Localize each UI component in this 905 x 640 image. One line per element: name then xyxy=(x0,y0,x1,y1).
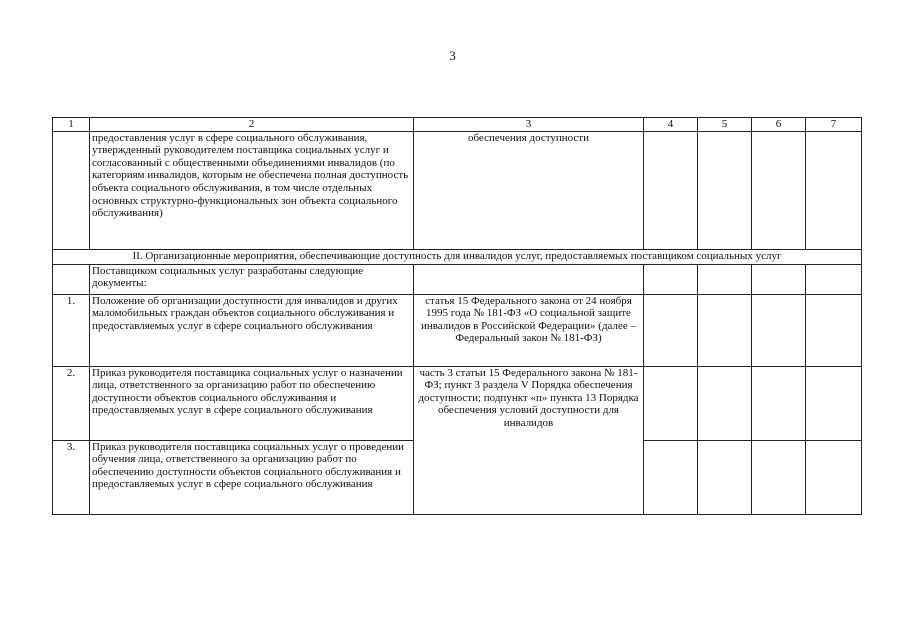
column-header: 3 xyxy=(414,118,644,132)
legal-basis: статья 15 Федерального закона от 24 ноября 1995 года № 181-ФЗ «О социальной защите инвалидов в Российской Федерации» (далее – Федеральный закон № 181-ФЗ) xyxy=(414,294,644,366)
table-row xyxy=(53,366,862,440)
page-number: 3 xyxy=(449,48,456,63)
measures-table xyxy=(52,117,862,515)
measure-name: Приказ руководителя поставщика социальных услуг о проведении обучения лица, ответственного за организацию работ по обеспечению доступности объектов социального обслуживания и предоставляемых услуг в сфере социального обслуживания xyxy=(90,440,414,514)
table-row xyxy=(53,294,862,366)
measure-name: Поставщиком социальных услуг разработаны следующие документы: xyxy=(90,264,414,294)
column-header: 5 xyxy=(698,118,752,132)
table-row xyxy=(53,131,862,249)
column-header: 7 xyxy=(806,118,862,132)
table-row xyxy=(53,264,862,294)
column-header: 4 xyxy=(644,118,698,132)
column-header: 6 xyxy=(752,118,806,132)
legal-basis: часть 3 статьи 15 Федерального закона № 181-ФЗ; пункт 3 раздела V Порядка обеспечения доступности; подпункт «п» пункта 13 Порядка обеспечения условий доступности для инвалидов xyxy=(414,366,644,514)
row-number xyxy=(53,264,90,294)
measure-name: предоставления услуг в сфере социального обслуживания, утвержденный руководителем поставщика социальных услуг и согласованный с общественными объединениями инвалидов (по категориям инвалидов, которым не обеспечена полная доступность объекта социального обслуживания, в том числе отдельных основных структурно-функциональных зон объекта социального обслуживания) xyxy=(90,131,414,249)
row-number: 1. xyxy=(53,294,90,366)
legal-basis: обеспечения доступности xyxy=(414,131,644,249)
column-header: 2 xyxy=(90,118,414,132)
section-row xyxy=(53,249,862,264)
measure-name: Приказ руководителя поставщика социальных услуг о назначении лица, ответственного за организацию работ по обеспечению доступности объектов социального обслуживания и предоставляемых услуг в сфере социального обслуживания xyxy=(90,366,414,440)
row-number: 3. xyxy=(53,440,90,514)
row-number xyxy=(53,131,90,249)
row-number: 2. xyxy=(53,366,90,440)
section-title: II. Организационные мероприятия, обеспечивающие доступность для инвалидов услуг, предоставляемых поставщиком социальных услуг xyxy=(53,249,862,264)
column-header: 1 xyxy=(53,118,90,132)
measure-name: Положение об организации доступности для инвалидов и других маломобильных граждан объектов социального обслуживания и предоставляемых услуг в сфере социального обслуживания xyxy=(90,294,414,366)
column-number-row xyxy=(53,118,862,132)
